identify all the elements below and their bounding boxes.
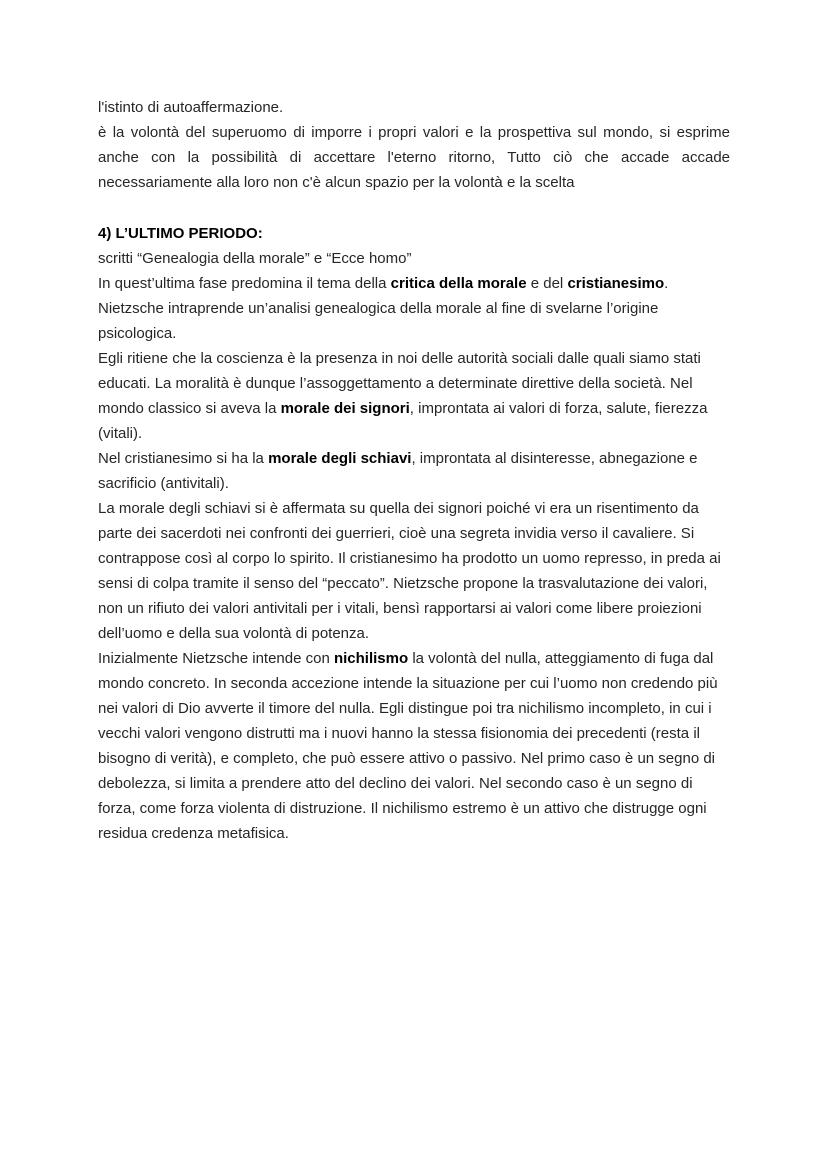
paragraph-nichilismo: Inizialmente Nietzsche intende con nichilismo la volontà del nulla, atteggiamento di fuga dal mondo concreto. In seconda accezione intende la situazione per cui l’uomo non credendo più nei valori di Dio avverte il timore del nulla. Egli distingue poi tra nichilismo incompleto, in cui i vecchi valori vengono distrutti ma i nuovi hanno la stessa fisionomia dei precedenti (resta il bisogno di verità), e completo, che può essere attivo o passivo. Nel primo caso è un segno di debolezza, si limita a prendere atto del declino dei valori. Nel secondo caso è un segno di forza, come forza violenta di distruzione. Il nichilismo estremo è un attivo che distrugge ogni residua credenza metafisica. <box>98 650 718 842</box>
paragraph-risentimento-trasvalutazione: La morale degli schiavi si è affermata su quella dei signori poiché vi era un risentimento da parte dei sacerdoti nei confronti dei guerrieri, cioè una segreta invidia verso il cavaliere. Si contrappose così al corpo lo spirito. Il cristianesimo ha prodotto un uomo represso, in preda ai sensi di colpa tramite il senso del “peccato”. Nietzsche propone la trasvalutazione dei valori, non un rifiuto dei valori antivitali per i vitali, bensì rapportarsi ai valori come libere proiezioni dell’uomo e della sua volontà di potenza. <box>98 500 721 642</box>
paragraph-morale-schiavi: Nel cristianesimo si ha la morale degli schiavi, improntata al disinteresse, abnegazione e sacrificio (antivitali). <box>98 450 698 492</box>
paragraph-analisi-genealogica: Nietzsche intraprende un’analisi genealogica della morale al fine di svelarne l’origine psicologica. <box>98 300 659 342</box>
paragraph-scritti: scritti “Genealogia della morale” e “Ecce homo” <box>98 250 412 267</box>
intro-paragraph-superuomo: è la volontà del superuomo di imporre i propri valori e la prospettiva sul mondo, si esprime anche con la possibilità di accettare l'eterno ritorno, Tutto ciò che accade accade necessariamente alla loro non c'è alcun spazio per la volontà e la scelta <box>98 124 730 191</box>
paragraph-tema-critica-morale: In quest’ultima fase predomina il tema della critica della morale e del cristianesimo. <box>98 275 669 292</box>
intro-line-istinto: l'istinto di autoaffermazione. <box>98 99 284 116</box>
paragraph-coscienza-morale-signori: Egli ritiene che la coscienza è la presenza in noi delle autorità sociali dalle quali siamo stati educati. La moralità è dunque l’assoggettamento a determinate direttive della società. Nel mondo classico si aveva la morale dei signori, improntata ai valori di forza, salute, fierezza (vitali). <box>98 350 708 442</box>
section-heading-ultimo-periodo: 4) L’ULTIMO PERIODO: <box>98 225 263 242</box>
